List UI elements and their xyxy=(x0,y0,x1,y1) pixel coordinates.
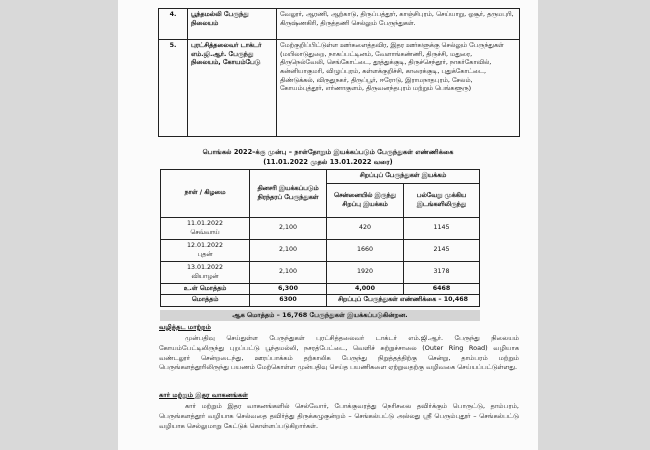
table-row xyxy=(161,240,480,262)
daily-cell: 2,100 xyxy=(250,262,327,284)
route-change-paragraph: முன்பதிவு செய்துள்ள பேருந்துகள் புரட்சித்தலைவர் டாக்டர் எம்.ஜி.ஆர். பேருந்து நிலையம் கோயம்பேட்டிலிருந்து புறப்பட்டு பூந்தமல்லி, நசரத்பேட்டை, வெளிச் சுற்றுச்சாலை (Outer Ring Road) வழியாக வண்டலூர் சென்றடைந்து, ஊரப்பாக்கம் தற்காலிக பேருந்து நிறுத்தத்திற்கு சென்று, தாம்பரம் மற்றும் பெருங்களத்தூரிலிருந்து பயணம் மேற்கொள்ள முன்பதிவு செய்த பயணிகளை ஏற்றுவதற்கு வழிவகை செய்யப்பட்டுள்ளது. xyxy=(159,334,519,372)
header-other-places: பல்வேறு முக்கிய இடங்களிலிருந்து xyxy=(404,184,480,218)
header-daily-buses: தினசரி இயக்கப்படும் நிரந்தரப் பேருந்துகள் xyxy=(250,170,327,218)
subtotal-daily: 6,300 xyxy=(250,284,327,295)
others-cell: 2145 xyxy=(404,240,480,262)
destination-list: மேற்குறிப்பிட்டுள்ள ஊர்களைத்தவிர, இதர ஊர்களுக்கு செல்லும் பேருந்துகள் (மயிலாடுதுறை, நாகப்பட்டினம், வேளாங்கண்ணி, திருச்சி, மதுரை, திருநெல்வேலி, செங்கோட்டை, தூத்துக்குடி, திருச்செந்தூர், நாகர்கோவில், கன்னியாகுமரி, விழுப்புரம், கள்ளக்குறிச்சி, காரைக்குடி, புதுக்கோட்டை, திண்டுக்கல், விருதுநகர், திருப்பூர், ஈரோடு, இராமநாதபுரம், சேலம், கோயம்புத்தூர், எர்ணாகுளம், திருவனந்தபுரம் மற்றும் பெங்களூரு) xyxy=(277,40,520,137)
destination-list: வேலூர், ஆரணி, ஆற்காடு, திருப்பத்தூர், காஞ்சிபுரம், செய்யாறு, ஓசூர், தருமபுரி, கிருஷ்ணகிரி, திருத்தணி செல்லும் பேருந்துகள். xyxy=(277,9,520,40)
total-label: மொத்தம் xyxy=(161,295,250,307)
others-cell: 3178 xyxy=(404,262,480,284)
header-special-buses: சிறப்புப் பேருந்துகள் இயக்கம் xyxy=(327,170,480,184)
row-number: 5. xyxy=(159,40,188,137)
section-heading-vehicles: கார் மற்றும் இதர வாகனங்கள் xyxy=(159,391,249,399)
total-daily: 6300 xyxy=(250,295,327,307)
bus-stand-table xyxy=(158,8,520,137)
header-date-day: நாள் / கிழமை xyxy=(161,170,250,218)
subtotal-chennai: 4,000 xyxy=(327,284,404,295)
subtotal-others: 6468 xyxy=(404,284,480,295)
total-row xyxy=(161,295,480,307)
chennai-cell: 1920 xyxy=(327,262,404,284)
chennai-cell: 420 xyxy=(327,218,404,240)
subtotal-row xyxy=(161,284,480,295)
daily-cell: 2,100 xyxy=(250,240,327,262)
date-cell: 13.01.2022 வியாழன் xyxy=(161,262,250,284)
table-row xyxy=(161,262,480,284)
vehicles-paragraph: கார் மற்றும் இதர வாகனங்களில் செல்வோர், போக்குவரத்து நெரிசலை தவிர்க்கும் பொருட்டு, தாம்பரம், பெருங்களத்தூர் வழியாக செல்வதை தவிர்த்து திருக்கழுகுன்றம் – செங்கல்பட்டு அல்லது ஸ்ரீ பெரும்புதூர் – செங்கல்பட்டு வழியாக செல்லுமாறு கேட்டுக் கொள்ளப்படுகிறார்கள். xyxy=(159,402,519,430)
others-cell: 1145 xyxy=(404,218,480,240)
bus-stand-name: புரட்சித்தலைவர் டாக்டர் எம்.ஜி.ஆர். பேருந்து நிலையம், கோயம்பேடு xyxy=(188,40,277,137)
schedule-table xyxy=(160,169,480,307)
table-row xyxy=(159,40,520,137)
grand-total: ஆக மொத்தம் – 16,768 பேருந்துகள் இயக்கப்படுகின்றன. xyxy=(160,310,480,321)
schedule-title: பொங்கல் 2022–க்கு முன்பு – நாள்தோறும் இயக்கப்படும் பேருந்துகள் எண்ணிக்கை xyxy=(202,148,454,156)
subtotal-label: உ.ள் மொத்தம் xyxy=(161,284,250,295)
table-row xyxy=(161,218,480,240)
schedule-subtitle: (11.01.2022 முதல் 13.01.2022 வரை) xyxy=(263,158,393,166)
date-cell: 12.01.2022 புதன் xyxy=(161,240,250,262)
section-heading-route-change: வழித்தட மாற்றம் xyxy=(159,323,211,331)
date-cell: 11.01.2022 செவ்வாய் xyxy=(161,218,250,240)
document-page xyxy=(118,0,538,450)
table-row xyxy=(159,9,520,40)
header-chennai: சென்னையில் இருந்து சிறப்பு இயக்கம் xyxy=(327,184,404,218)
chennai-cell: 1660 xyxy=(327,240,404,262)
special-total: சிறப்புப் பேருந்துகள் எண்ணிக்கை – 10,468 xyxy=(327,295,480,307)
daily-cell: 2,100 xyxy=(250,218,327,240)
bus-stand-name: பூந்தமல்லி பேருந்து நிலையம் xyxy=(188,9,277,40)
table-header-row xyxy=(161,170,480,184)
row-number: 4. xyxy=(159,9,188,40)
